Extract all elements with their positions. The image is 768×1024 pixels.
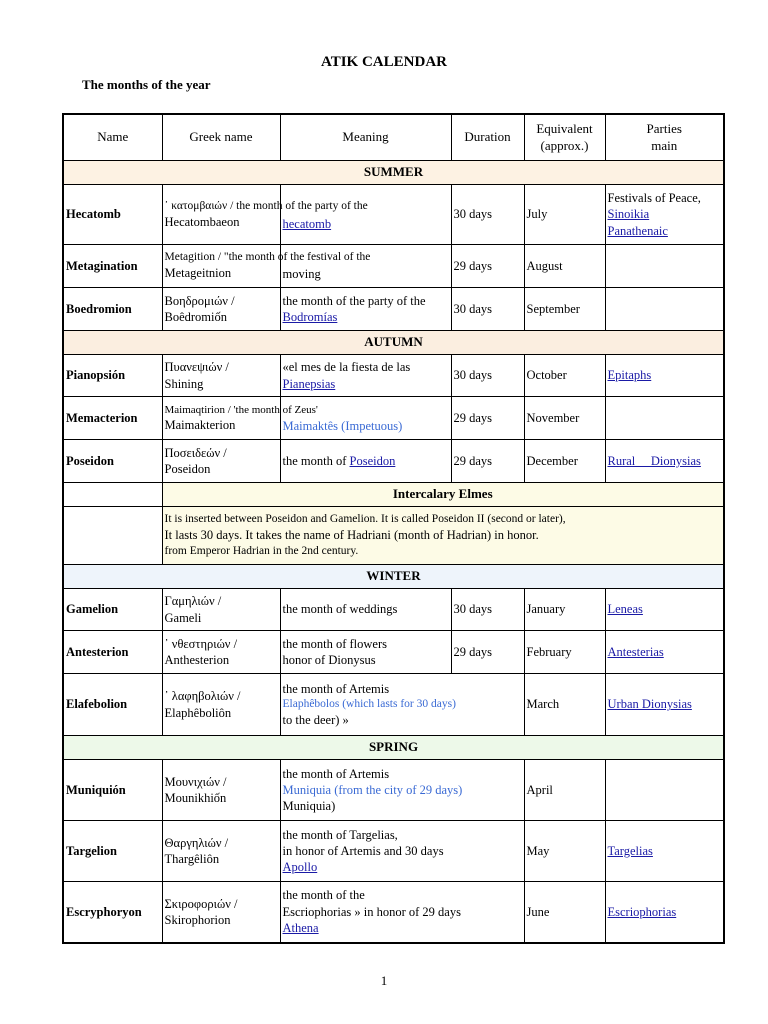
season-row-winter: WINTER	[63, 565, 724, 589]
link-antesterias[interactable]: Antesterias	[607, 644, 664, 659]
season-row-spring: SPRING	[63, 736, 724, 760]
header-parties: Parties main	[605, 114, 724, 161]
link-hecatomb[interactable]: hecatomb	[282, 217, 332, 232]
link-sinoikia[interactable]: Sinoikia	[607, 207, 650, 222]
table-row: Antesterion ᾿ νθεστηριών / Anthesterion the month of flowers honor of Dionysus 29 days February Antesterias	[63, 631, 724, 674]
link-targelias[interactable]: Targelias	[607, 843, 653, 858]
table-row: Muniquión Μουνιχιών / Mounikhiốn the month of Artemis Muniquia (from the city of 29 days) Muniquia) April	[63, 760, 724, 821]
table-row: Memacterion Maimaqtirion / 'the month of Zeus' Maimakterion Maimaktês (Impetuous) 29 days November	[63, 397, 724, 440]
link-pianepsias[interactable]: Pianepsias	[282, 376, 336, 391]
table-row: Elafebolion ᾿ λαφηβολιών / Elaphêboliôn the month of Artemis Elaphêbolos (which lasts for 30 days) to the deer) » March Urban Dionysias	[63, 674, 724, 736]
header-equivalent: Equivalent (approx.)	[524, 114, 605, 161]
link-leneas[interactable]: Leneas	[607, 602, 643, 617]
maimaktes-text: Maimaktês (Impetuous)	[282, 418, 403, 433]
page-number: 1	[380, 973, 388, 988]
header-duration: Duration	[451, 114, 524, 161]
header-meaning: Meaning	[280, 114, 451, 161]
link-rural-dionysias[interactable]: Rural Dionysias	[607, 453, 701, 468]
document-title: ATIK CALENDAR	[321, 54, 447, 70]
table-row: Targelion Θαργηλιών / Thargêliôn the month of Targelias, in honor of Artemis and 30 days Apollo May Targelias	[63, 821, 724, 882]
table-row: Gamelion Γαμηλιών / Gameli the month of weddings 30 days January Leneas	[63, 589, 724, 631]
header-name: Name	[63, 114, 162, 161]
link-apollo[interactable]: Apollo	[282, 860, 318, 875]
table-row: Hecatomb ᾿ κατομβαιών / the month of the party of the Hecatombaeon hecatomb 30 days July Festivals of Peace, Sinoikia Panathenaic	[63, 185, 724, 245]
link-athena[interactable]: Athena	[282, 920, 319, 935]
calendar-table	[62, 113, 725, 944]
table-row: Escryphoryon Σκιροφοριών / Skirophorion the month of the Escriophorias » in honor of 29 days Athena June Escriophorias	[63, 882, 724, 943]
header-greek-name: Greek name	[162, 114, 280, 161]
document-subtitle: The months of the year	[82, 77, 211, 92]
link-bodromias[interactable]: Bodromías	[282, 310, 338, 324]
table-row: Poseidon Ποσειδεών / Poseidon the month of Poseidon 29 days December Rural Dionysias	[63, 440, 724, 483]
link-epitaphs[interactable]: Epitaphs	[607, 368, 652, 383]
table-header-row	[63, 114, 724, 161]
link-urban-dionysias[interactable]: Urban Dionysias	[607, 697, 692, 712]
table-row: Boedromion Βοηδρομιών / Boêdromiốn the month of the party of the Bodromías 30 days September	[63, 288, 724, 331]
link-escriophorias[interactable]: Escriophorias	[607, 904, 677, 919]
intercalary-row: It is inserted between Poseidon and Gamelion. It is called Poseidon II (second or later), It lasts 30 days. It takes the name of Hadriani (month of Hadrian) in honor. from Emperor Hadrian in the 2nd century.	[63, 507, 724, 565]
season-row-summer: SUMMER	[63, 161, 724, 185]
link-panathenaic[interactable]: Panathenaic	[607, 223, 668, 238]
link-poseidon[interactable]: Poseidon	[349, 453, 396, 468]
season-row-autumn: AUTUMN	[63, 331, 724, 355]
table-row: Pianopsión Πυανεψιών / Shining «el mes de la fiesta de las Pianepsias 30 days October Epitaphs	[63, 355, 724, 397]
season-row-intercalary: Intercalary Elmes	[63, 483, 724, 507]
table-row: Metagination Metagition / "the month of the festival of the Metageitnion moving 29 days August	[63, 245, 724, 288]
